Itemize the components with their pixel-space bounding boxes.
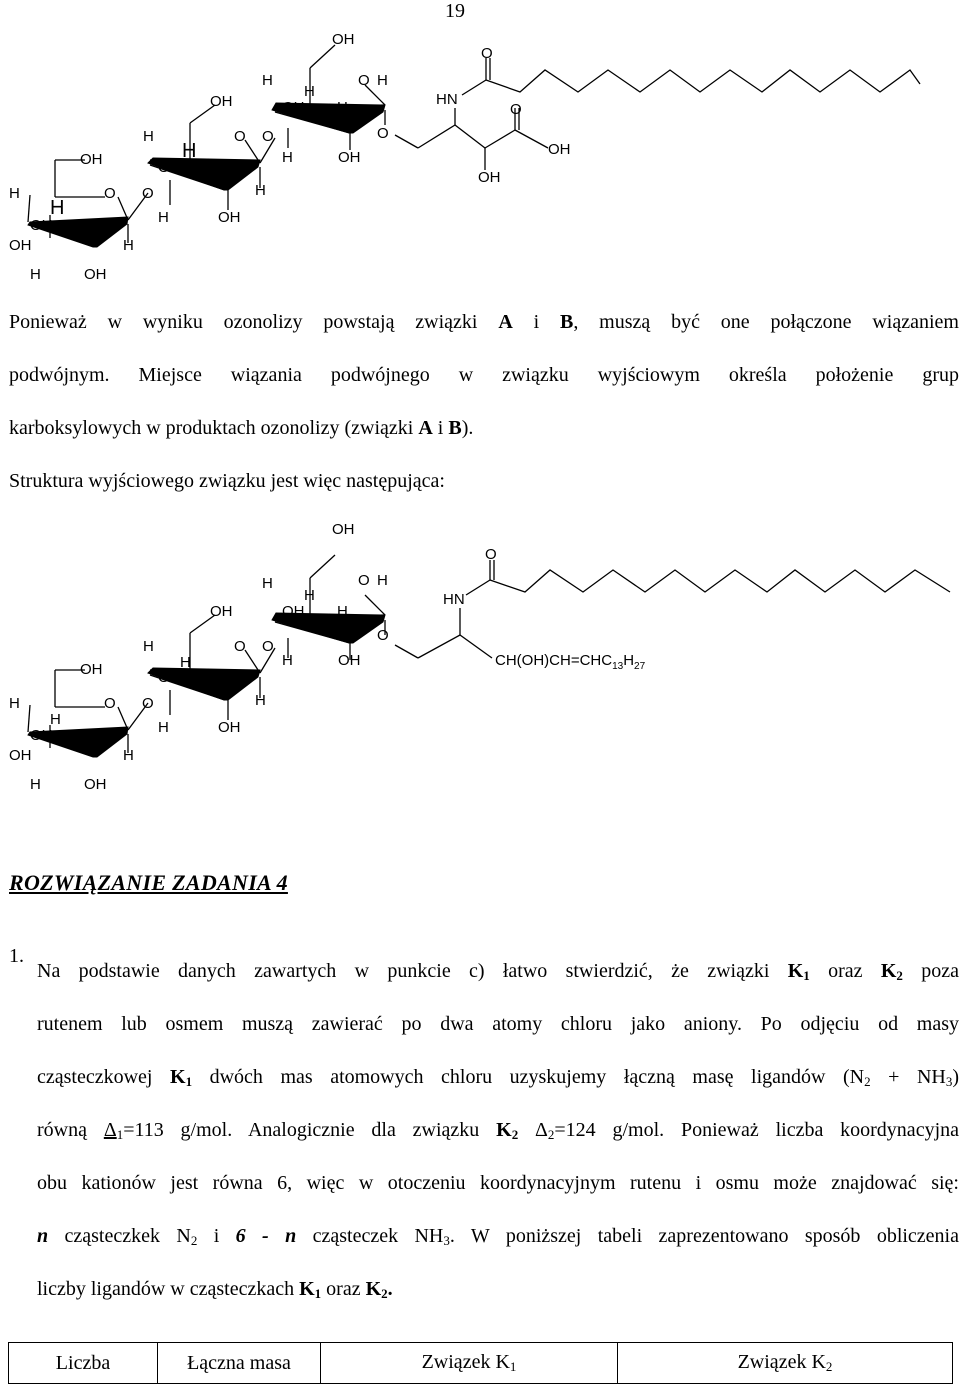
label-oh: OH — [80, 661, 103, 678]
label-h: H — [337, 603, 348, 620]
label-h: H — [337, 99, 348, 116]
label-h: H — [9, 185, 20, 202]
label-h: H — [262, 575, 273, 592]
label-o: O — [481, 45, 493, 62]
page-number: 19 — [445, 0, 465, 22]
label-h: H — [85, 217, 96, 234]
table-header-cell: Związek $K_1$ — [321, 1343, 618, 1384]
label-oh: OH — [332, 31, 355, 48]
label-oh: OH — [548, 141, 571, 158]
label-oh: OH — [158, 669, 181, 686]
label-oh: OH — [282, 603, 305, 620]
label-h: H — [304, 587, 315, 604]
label-h: H — [123, 237, 134, 254]
label-h: H — [262, 72, 273, 89]
label-oh: OH — [84, 266, 107, 283]
label-h: H — [282, 652, 293, 669]
label-h: H — [9, 695, 20, 712]
label-hn: HN — [436, 91, 458, 108]
label-h: H — [304, 83, 315, 100]
chain-formula: $CH(OH)CH=CHC_{13}H_{27}$ — [495, 652, 646, 672]
label-o: O — [104, 695, 116, 712]
label-h: H — [214, 159, 225, 176]
label-o: O — [234, 638, 246, 655]
label-hn: HN — [443, 591, 465, 608]
label-o: O — [485, 546, 497, 563]
label-h: H — [182, 140, 197, 162]
label-h: H — [377, 72, 388, 89]
ligand-table — [8, 1342, 953, 1384]
label-h: H — [50, 197, 65, 219]
label-oh: OH — [80, 151, 103, 168]
table-header-cell: Łączna masa — [158, 1343, 321, 1384]
label-oh: OH — [478, 169, 501, 186]
label-oh: OH — [9, 747, 32, 764]
paragraph-ligands — [37, 945, 959, 1316]
label-h: H — [282, 149, 293, 166]
label-o: O — [262, 638, 274, 655]
label-h: H — [377, 572, 388, 589]
label-oh: OH — [84, 776, 107, 793]
label-o: O — [142, 695, 154, 712]
label-oh: OH — [158, 159, 181, 176]
label-h: H — [158, 719, 169, 736]
label-h: H — [30, 776, 41, 793]
label-o: O — [234, 128, 246, 145]
text-line: Ponieważ w wyniku ozonolizy powstają związki A i B, muszą być one połączone wiązaniem — [9, 311, 959, 333]
label-oh: OH — [332, 521, 355, 538]
label-h: H — [180, 654, 191, 671]
paragraph-ozonolysis — [9, 296, 959, 508]
text-line: Na podstawie danych zawartych w punkcie c) łatwo stwierdzić, że związki $K_1$ oraz $K_2$ poza — [37, 960, 959, 983]
label-oh: OH — [210, 603, 233, 620]
label-oh: OH — [9, 237, 32, 254]
table-header-row — [9, 1343, 953, 1384]
text-line: n cząsteczkek $N_2$ i 6 - n cząsteczek $NH_3$. W poniższej tabeli zaprezentowano sposób obliczenia — [37, 1225, 959, 1248]
table-header-cell: Związek $K_2$ — [618, 1343, 953, 1384]
label-o: O — [104, 185, 116, 202]
table-header-cell: Liczba — [9, 1343, 158, 1384]
structure-diagram-1 — [0, 0, 960, 300]
text-line: liczby ligandów w cząsteczkach $K_1$ oraz $K_2$. — [37, 1278, 393, 1301]
text-line: cząsteczkowej $K_1$ dwóch mas atomowych chloru uzyskujemy łączną masę ligandów $(N_2 + NH_3)$ — [37, 1066, 959, 1089]
text-line: obu kationów jest równa 6, więc w otoczeniu koordynacyjnym rutenu i osmu może znajdować się: — [37, 1172, 959, 1194]
label-h: H — [255, 692, 266, 709]
label-h: H — [214, 669, 225, 686]
item-number: 1. — [9, 945, 24, 967]
text-line: rutenem lub osmem muszą zawierać po dwa atomy chloru jako aniony. Po odjęciu od masy — [37, 1013, 959, 1035]
label-oh: OH — [282, 99, 305, 116]
label-o: O — [142, 185, 154, 202]
section-heading: ROZWIĄZANIE ZADANIA 4 — [9, 870, 288, 895]
text-line: Struktura wyjściowego związku jest więc następująca: — [9, 470, 445, 492]
label-o: O — [377, 627, 389, 644]
label-o: O — [510, 101, 522, 118]
label-oh: OH — [218, 719, 241, 736]
label-h: H — [143, 128, 154, 145]
label-oh: OH — [218, 209, 241, 226]
label-oh: OH — [30, 727, 53, 744]
text-line: karboksylowych w produktach ozonolizy (związki A i B). — [9, 417, 474, 439]
label-oh: OH — [30, 217, 53, 234]
label-h: H — [50, 711, 61, 728]
label-h: H — [255, 182, 266, 199]
label-o: O — [358, 72, 370, 89]
label-o: O — [262, 128, 274, 145]
label-h: H — [85, 727, 96, 744]
label-h: H — [123, 747, 134, 764]
label-h: H — [143, 638, 154, 655]
text-line: równą $\Delta_1=113$ g/mol. Analogicznie dla związku $K_2$ $\Delta_2=124$ g/mol. Ponieważ liczba koordynacyjna — [37, 1119, 959, 1142]
label-oh: OH — [338, 652, 361, 669]
label-h: H — [158, 209, 169, 226]
label-h: H — [30, 266, 41, 283]
label-oh: OH — [210, 93, 233, 110]
label-o: O — [358, 572, 370, 589]
label-oh: OH — [338, 149, 361, 166]
label-o: O — [377, 125, 389, 142]
structure-diagram-2 — [0, 510, 960, 810]
text-line: podwójnym. Miejsce wiązania podwójnego w związku wyjściowym określa położenie grup — [9, 364, 959, 386]
